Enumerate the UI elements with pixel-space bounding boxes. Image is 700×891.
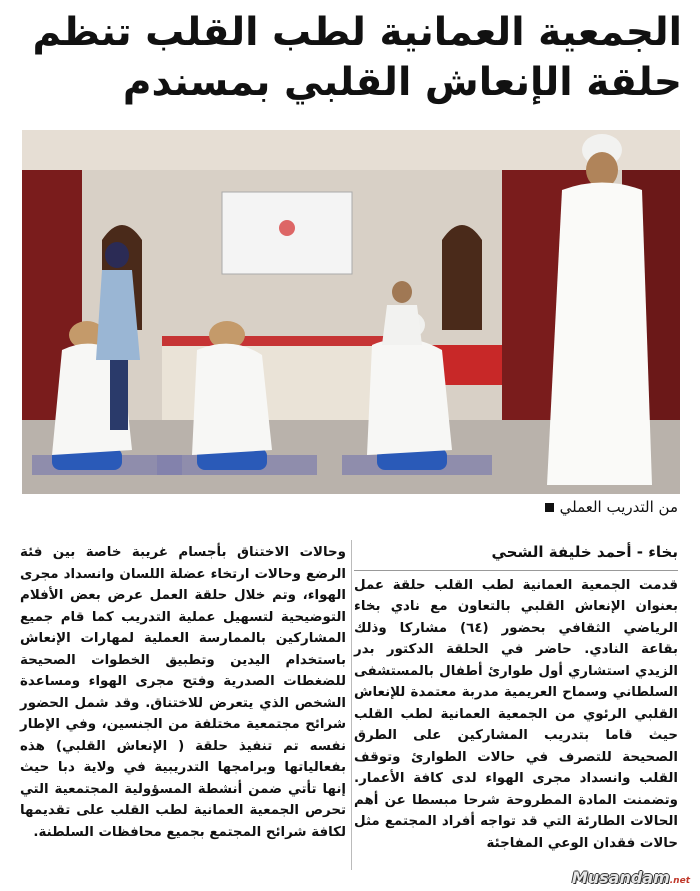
article-headline <box>20 8 682 108</box>
column-left-text: وحالات الاختناق بأجسام غريبة خاصة بين فئة الرضع وحالات ارتخاء عضلة اللسان وانسداد مجرى الهواء، وتم خلال حلقة العمل عرض بعض الأفلام التوضيحية لتسهيل عملية التدريب كما قام جميع المشاركين بالممارسة العملية لمهارات الإنعاش باستخدام اليدين وتطبيق الخطوات الصحيحة للضغطات الصدرية وفتح مجرى الهواء ومساعدة الشخص الذي يتعرض للاختناق. وقد شمل الحضور شرائح مجتمعية مختلفة من الجنسين، وفي الإطار نفسه تم تنفيذ حلقة ( الإنعاش القلبي) هذه بفعالياتها وبرامجها التدريبية في ولاية دبا حيث إنها تأتي ضمن أنشطة المسؤولية المجتمعية التي تحرص الجمعية العمانية لطب القلب على تقديمها لكافة شرائح المجتمع بجميع محافظات السلطنة. <box>20 545 346 840</box>
headline-line-1: الجمعية العمانية لطب القلب تنظم <box>32 10 682 55</box>
photo-caption <box>545 498 678 516</box>
column-right-text: قدمت الجمعية العمانية لطب القلب حلقة عمل بعنوان الإنعاش القلبي بالتعاون مع نادي بخاء الرياضي الثقافي بحضور (٦٤) مشاركا وذلك بقاعة النادي. حاضر في الحلقة الدكتور بدر الزيدي استشاري أول طوارئ أطفال بالمستشفى السلطاني وسماح العريمية مدربة معتمدة للإنعاش القلبي الرئوي من الجمعية العمانية لطب القلب حيث قاما بتدريب المشاركين على الطرق الصحيحة للتصرف في حالات الطوارئ وتوقف القلب وانسداد مجرى الهواء لدى كافة الأعمار. وتضمنت المادة المطروحة شرحا مبسطا عن أهم الحالات الطارئة التي قد تواجه أفراد المجتمع مثل حالات فقدان الوعي المفاجئة <box>354 577 679 851</box>
watermark-name: Musandam <box>571 868 670 887</box>
article-column-left <box>20 542 346 843</box>
watermark-tld: .net <box>669 876 690 886</box>
cpr-training-photo <box>22 130 680 494</box>
article-byline: بخاء - أحمد خليفة الشحي <box>354 542 678 571</box>
site-watermark <box>572 868 690 887</box>
column-divider <box>351 540 352 870</box>
caption-square-icon <box>545 503 554 512</box>
article-photo <box>22 130 680 494</box>
headline-line-2: حلقة الإنعاش القلبي بمسندم <box>122 60 682 105</box>
caption-text: من التدريب العملي <box>559 498 678 516</box>
article-column-right <box>354 542 678 854</box>
